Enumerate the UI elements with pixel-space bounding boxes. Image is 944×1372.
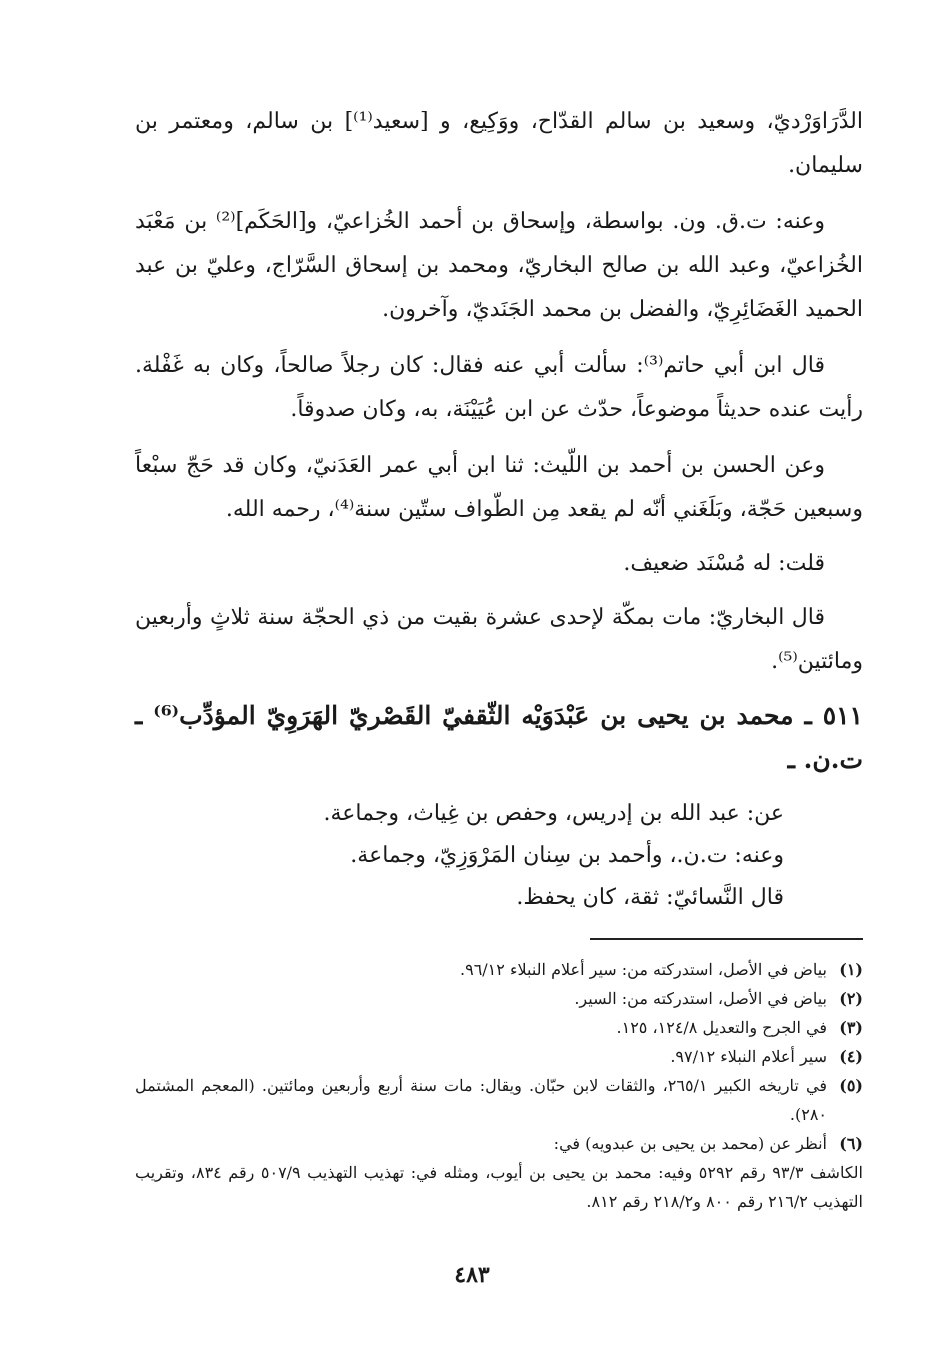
footnote-separator: [590, 938, 863, 940]
footnote-number: (٢): [839, 989, 863, 1008]
main-text: [135, 100, 863, 782]
entry-heading-511: ٥١١ ـ محمد بن يحيى بن عَبْدَوَيْه الثّقفيّ القَصْريّ الهَرَوِيّ المؤدِّب⁽⁶⁾ ـ ت.ن. ـ: [135, 701, 863, 774]
footnote-number: (٤): [839, 1047, 863, 1066]
paragraph-ibn-abi-hatim: قال ابن أبي حاتم⁽³⁾: سألت أبي عنه فقال: كان رجلاً صالحاً، وكان به غَفْلة. رأيت عنده حديثاً موضوعاً، حدّث عن ابن عُيَيْنَة، به، وكان صدوقاً.: [135, 353, 863, 422]
footnote-text: أنظر عن (محمد بن يحيى بن عبدويه) في:: [553, 1134, 827, 1153]
footnote-number: (٥): [839, 1076, 863, 1095]
footnote: [135, 955, 863, 984]
footnote: [135, 1013, 863, 1042]
line-narrated-by: وعنه: ت.ن.، وأحمد بن سِنان المَرْوَزِيّ، وجماعة.: [350, 843, 784, 868]
footnote-number: (٣): [839, 1018, 863, 1037]
footnote: [135, 1071, 863, 1129]
footnote-text: بياض في الأصل، استدركته من: سير أعلام النبلاء ٩٦/١٢.: [460, 960, 827, 979]
footnote: [135, 1129, 863, 1158]
footnotes: [135, 955, 863, 1216]
footnote-text: في الجرح والتعديل ١٢٤/٨، ١٢٥.: [616, 1018, 827, 1037]
footnote-text: في تاريخه الكبير ٢٦٥/١، والثقات لابن حبّان. ويقال: مات سنة أربع وأربعين ومائتين. (المعجم المشتمل ٢٨٠).: [135, 1076, 828, 1124]
line-nasai: قال النَّسائيّ: ثقة، كان يحفظ.: [516, 885, 784, 910]
paragraph-musnad: قلت: له مُسْنَد ضعيف.: [623, 551, 825, 576]
page-number: ٤٨٣: [454, 1262, 490, 1288]
paragraph-bukhari-death: قال البخاريّ: مات بمكّة لإحدى عشرة بقيت من ذي الحجّة سنة ثلاثٍ وأربعين ومائتين⁽⁵⁾.: [135, 605, 863, 674]
footnote-continuation: الكاشف ٩٣/٣ رقم ٥٢٩٢ وفيه: محمد بن يحيى بن أيوب، ومثله في: تهذيب التهذيب ٥٠٧/٩ رقم ٨٣٤، وتقريب التهذيب ٢١٦/٢ رقم ٨٠٠ و٢١٨/٢ رقم ٨١٢.: [135, 1163, 863, 1211]
line-from: عن: عبد الله بن إدريس، وحفص بن غِياث، وجماعة.: [323, 801, 784, 826]
paragraph-hasan-ibn-ahmad: وعن الحسن بن أحمد بن اللّيث: ثنا ابن أبي عمر العَدَنيّ، وكان قد حَجّ سبْعاً وسبعين حَجّة، وبَلَغَني أنّه لم يقعد مِن الطّواف ستّين سنة⁽⁴⁾، رحمه الله.: [135, 453, 863, 522]
footnote-text: سير أعلام النبلاء ٩٧/١٢.: [670, 1047, 827, 1066]
footnote: [135, 984, 863, 1013]
paragraph-narrators-from: الدَّرَاوَرْديّ، وسعيد بن سالم القدّاح، ووَكِيع، و [سعيد⁽¹⁾] بن سالم، ومعتمر بن سليمان.: [135, 109, 863, 178]
footnote-text: بياض في الأصل، استدركته من: السير.: [574, 989, 827, 1008]
footnote-number: (٦): [839, 1134, 863, 1153]
footnote-number: (١): [839, 960, 863, 979]
paragraph-narrators-to: وعنه: ت.ق. ون. بواسطة، وإسحاق بن أحمد الخُزاعيّ، و[الحَكَم]⁽²⁾ بن مَعْبَد الخُزاعيّ، وعبد الله بن صالح البخاريّ، ومحمد بن إسحاق السَّرّاج، وعليّ بن عبد الحميد الغَضَائِرِيّ، والفضل بن محمد الجَنَديّ، وآخرون.: [135, 209, 863, 322]
footnote: [135, 1042, 863, 1071]
